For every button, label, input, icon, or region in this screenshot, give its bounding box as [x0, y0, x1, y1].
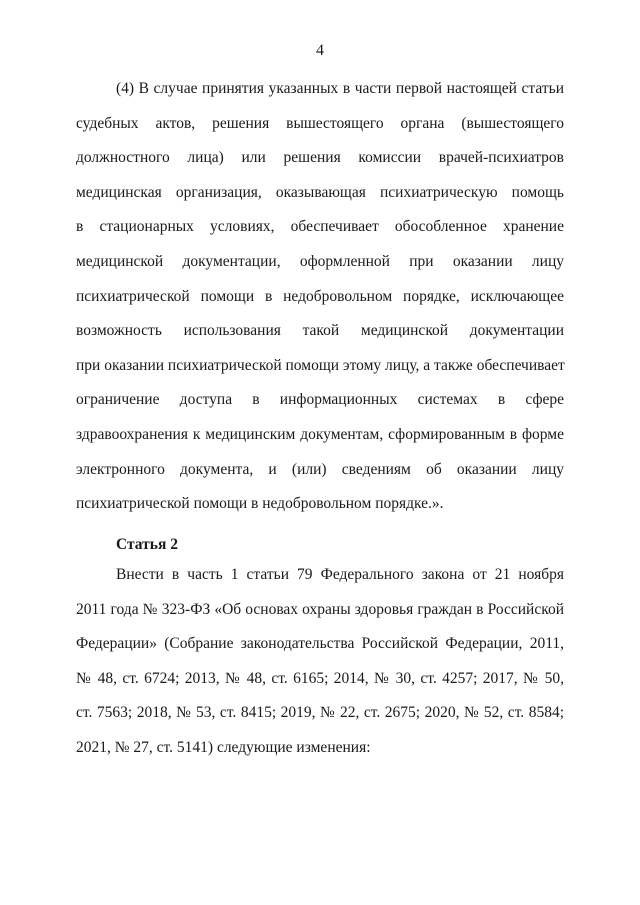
text-line: должностного лица) или решения комиссии врачей-психиатров [76, 149, 564, 167]
text-line: медицинская организация, оказывающая психиатрическую помощь [76, 183, 564, 201]
text-line: ограничение доступа в информационных системах в сфере [76, 391, 564, 409]
text-line: в стационарных условиях, обеспечивает обособленное хранение [76, 218, 564, 236]
text-line: здравоохранения к медицинским документам, сформированным в форме [76, 425, 564, 443]
text-line: электронного документа, и (или) сведениям об оказании лицу [76, 460, 564, 478]
text-line: при оказании психиатрической помощи этому лицу, а также обеспечивает [76, 356, 565, 374]
page-number: 4 [316, 42, 324, 59]
article-heading: Статья 2 [116, 536, 178, 553]
text-line: ст. 7563; 2018, № 53, ст. 8415; 2019, № 22, ст. 2675; 2020, № 52, ст. 8584; [76, 704, 564, 722]
text-line: (4) В случае принятия указанных в части первой настоящей статьи [116, 80, 564, 97]
text-line: психиатрической помощи в недобровольном порядке.». [76, 495, 444, 513]
text-line: Федерации» (Собрание законодательства Российской Федерации, 2011, [76, 635, 564, 653]
text-line: Внести в часть 1 статьи 79 Федерального закона от 21 ноября [116, 566, 564, 583]
text-line: 2011 года № 323-ФЗ «Об основах охраны здоровья граждан в Российской [76, 600, 564, 618]
paragraph-amendment-text [76, 72, 564, 522]
text-line: № 48, ст. 6724; 2013, № 48, ст. 6165; 2014, № 30, ст. 4257; 2017, № 50, [76, 669, 564, 687]
text-line: возможность использования такой медицинской документации [76, 322, 564, 340]
text-line: 2021, № 27, ст. 5141) следующие изменения: [76, 738, 371, 756]
text-line: медицинской документации, оформленной при оказании лицу [76, 252, 564, 270]
text-line: судебных актов, решения вышестоящего органа (вышестоящего [76, 114, 564, 132]
text-line: психиатрической помощи в недобровольном порядке, исключающее [76, 287, 564, 305]
paragraph-article-2 [76, 558, 564, 766]
